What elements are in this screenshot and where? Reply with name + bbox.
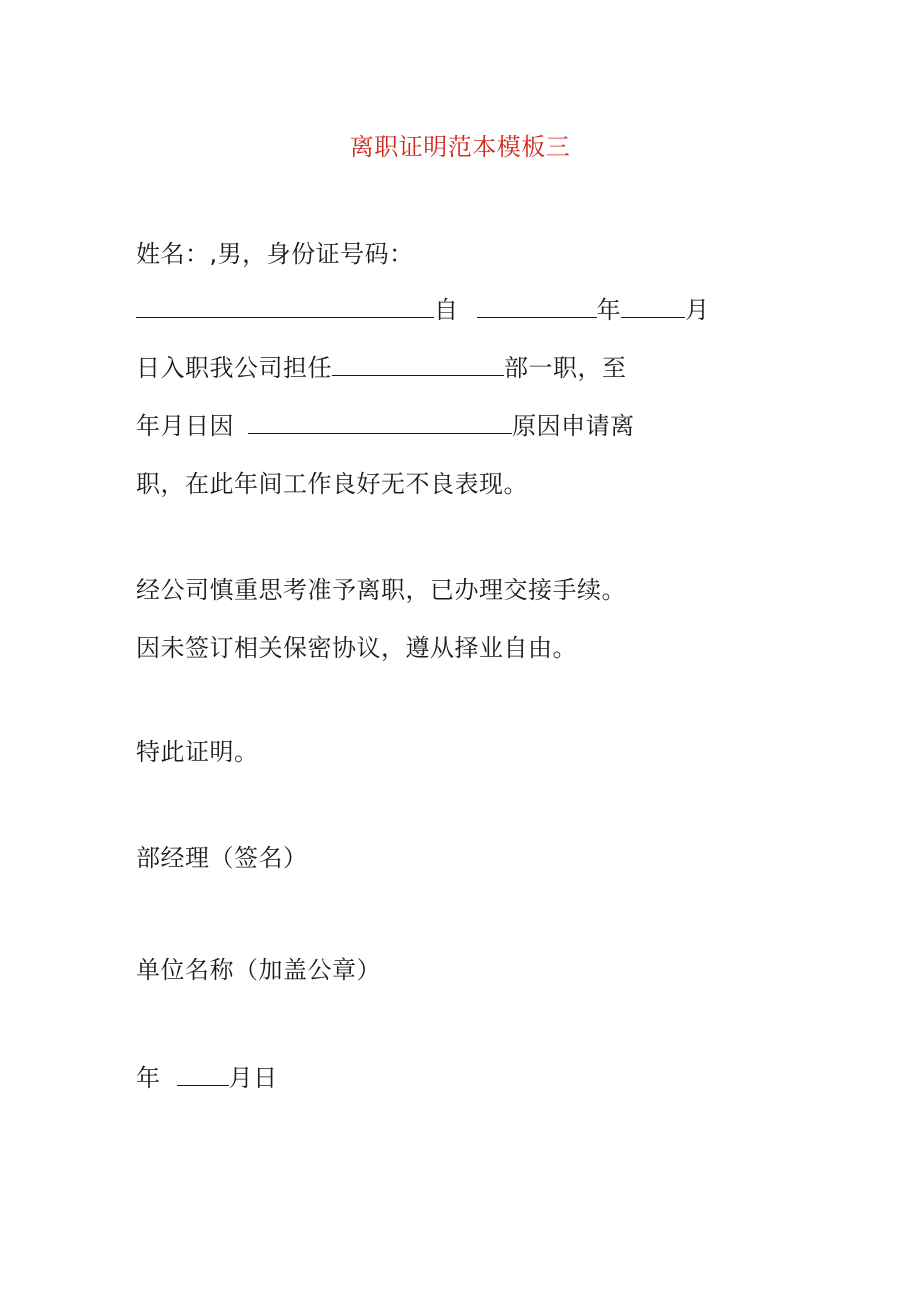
hereby-certify-line: 特此证明。 — [136, 738, 259, 766]
date-text-a: 年 — [136, 1064, 161, 1092]
word-nian: 年 — [596, 296, 622, 324]
department-blank[interactable] — [332, 353, 504, 376]
confidentiality-line: 因未签订相关保密协议，遵从择业自由。 — [136, 634, 577, 662]
id-number-blank[interactable] — [136, 295, 434, 318]
performance-line: 职，在此年间工作良好无不良表现。 — [136, 470, 528, 498]
manager-signature-line: 部经理（签名） — [136, 844, 308, 872]
position-text-b: 部一职，至 — [504, 354, 627, 382]
word-yue: 月 — [685, 296, 710, 324]
reason-line — [136, 410, 635, 442]
name-id-line: 姓名：,男，身份证号码： — [136, 240, 414, 268]
start-year-blank[interactable] — [477, 295, 597, 318]
employment-start-line — [136, 294, 710, 326]
date-month-blank[interactable] — [177, 1063, 229, 1086]
document-title: 离职证明范本模板三 — [349, 133, 571, 161]
position-text-a: 日入职我公司担任 — [136, 354, 332, 382]
word-zi: 自 — [434, 296, 459, 324]
date-text-b: 月日 — [228, 1064, 278, 1092]
position-line — [136, 352, 627, 384]
reason-text-b: 原因申请离 — [512, 412, 635, 440]
reason-blank[interactable] — [248, 411, 512, 434]
date-line — [136, 1062, 278, 1094]
company-stamp-line: 单位名称（加盖公章） — [136, 956, 381, 984]
reason-text-a: 年月日因 — [136, 412, 234, 440]
handover-line: 经公司慎重思考准予离职，已办理交接手续。 — [136, 576, 626, 604]
start-month-blank[interactable] — [621, 295, 685, 318]
